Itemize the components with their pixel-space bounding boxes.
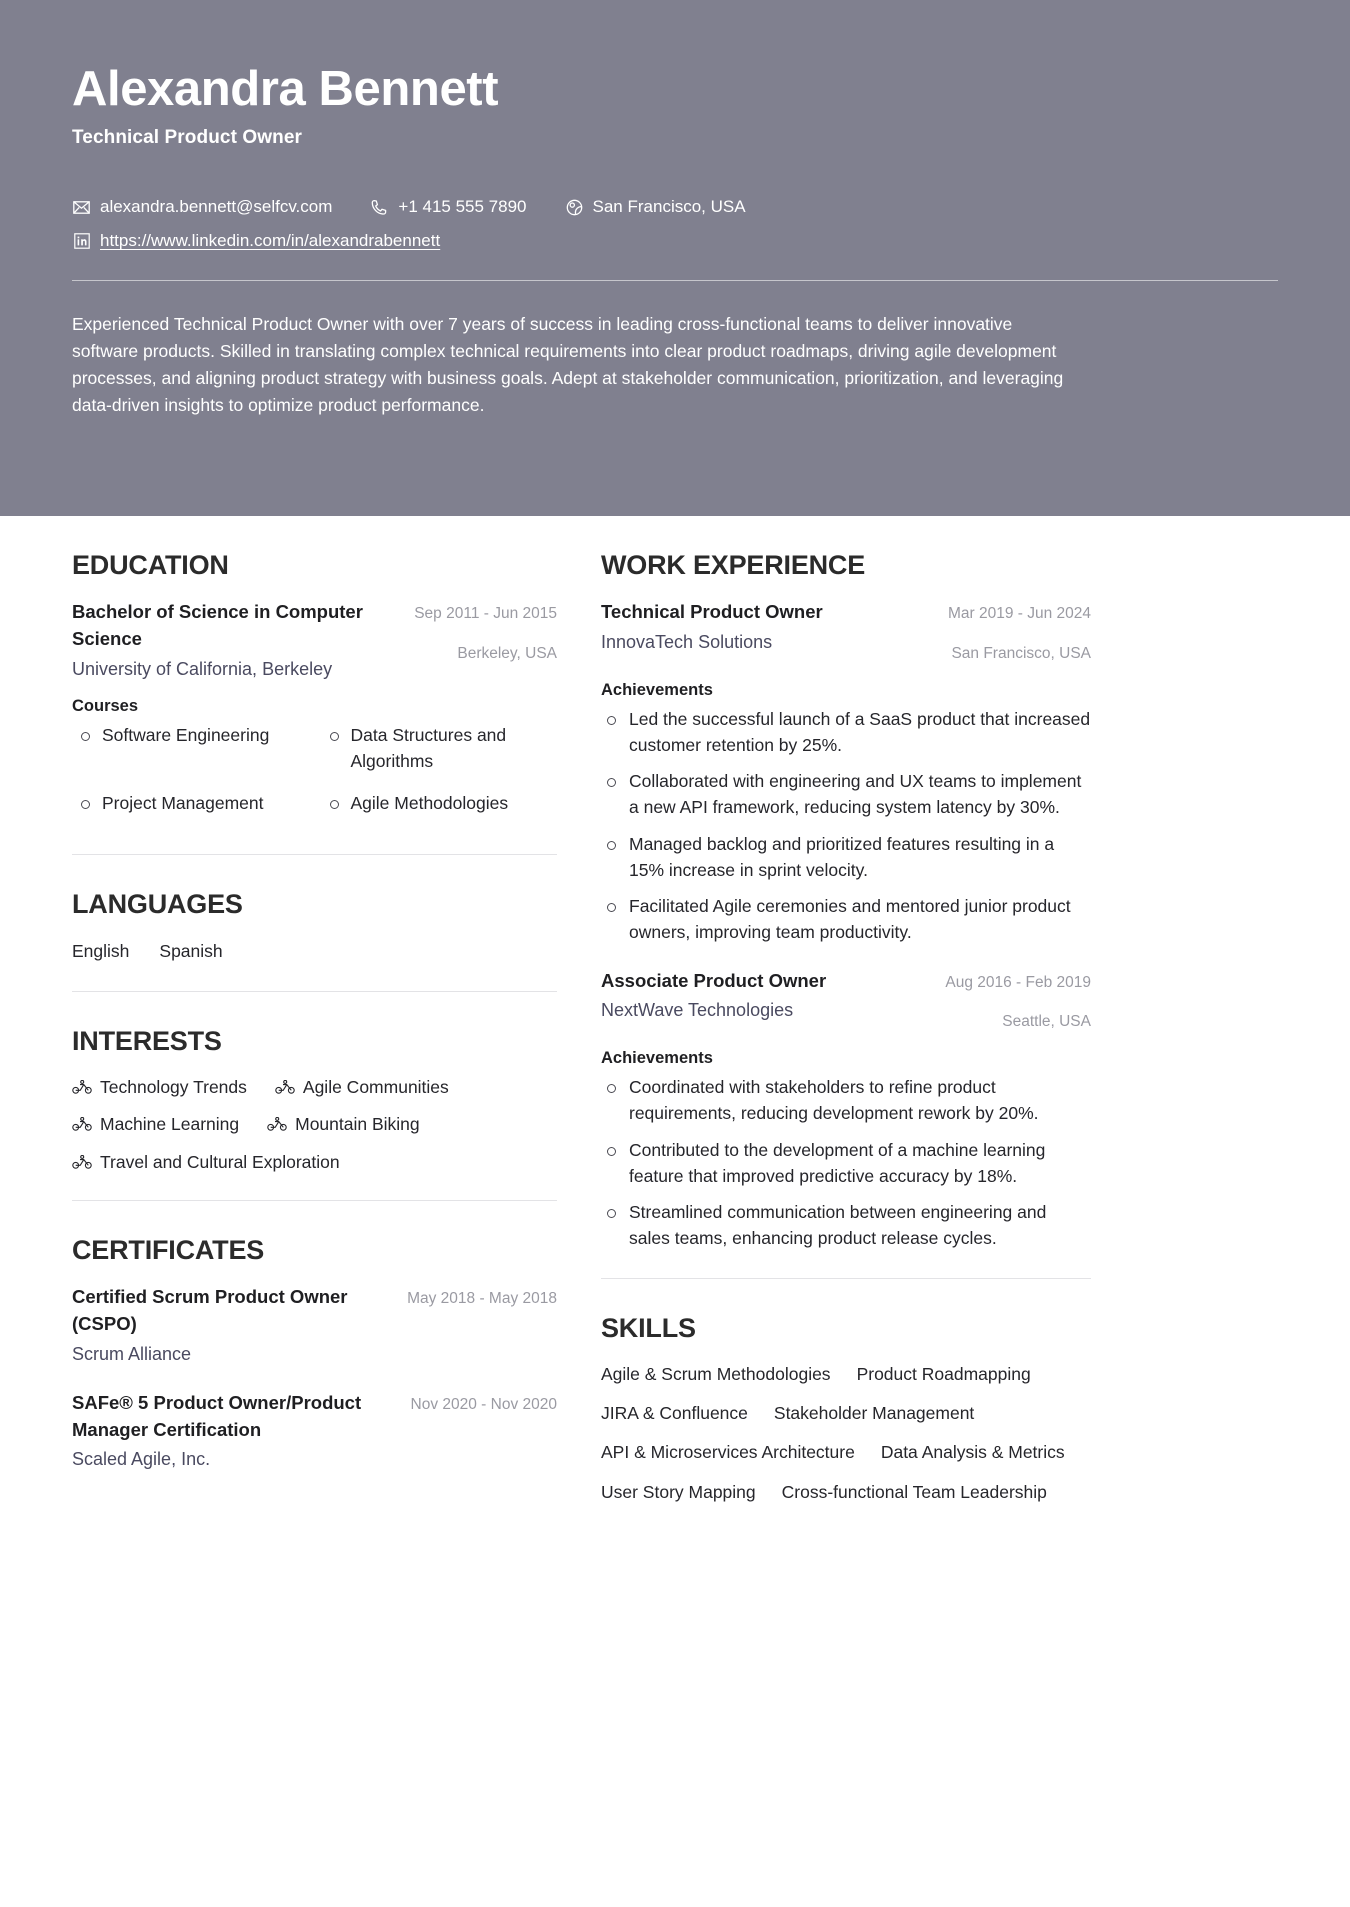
skill-item: Agile & Scrum Methodologies	[601, 1363, 831, 1384]
courses-list	[72, 722, 557, 829]
certificate-date: May 2018 - May 2018	[407, 1290, 557, 1308]
achievement-item: Managed backlog and prioritized features resulting in a 15% increase in sprint velocity.	[601, 831, 1091, 884]
education-entry	[72, 599, 557, 828]
course-item: Software Engineering	[72, 722, 309, 775]
certificate-issuer: Scaled Agile, Inc.	[72, 1449, 211, 1470]
achievement-item: Led the successful launch of a SaaS product that increased customer retention by 25%.	[601, 706, 1091, 759]
skill-item: JIRA & Confluence	[601, 1403, 748, 1424]
bicycle-icon	[72, 1154, 92, 1170]
left-column	[72, 516, 557, 1481]
section-languages	[72, 854, 557, 964]
work-location: San Francisco, USA	[951, 644, 1091, 662]
location-icon	[565, 198, 584, 217]
interest-item	[72, 1150, 340, 1175]
language-item: English	[72, 941, 130, 962]
skill-item: API & Microservices Architecture	[601, 1442, 855, 1463]
work-company: InnovaTech Solutions	[601, 631, 773, 652]
bicycle-icon	[275, 1079, 295, 1095]
work-entry	[601, 599, 1091, 946]
section-interests	[72, 991, 557, 1175]
course-item: Project Management	[72, 790, 309, 816]
achievement-item: Coordinated with stakeholders to refine product requirements, reducing development rework by 20%.	[601, 1074, 1091, 1127]
course-item: Data Structures and Algorithms	[321, 722, 558, 775]
section-work-experience	[601, 516, 1091, 1252]
contact-linkedin[interactable]	[72, 231, 440, 251]
achievements-label: Achievements	[601, 1049, 713, 1068]
work-experience-title: WORK EXPERIENCE	[601, 550, 866, 580]
interest-label: Travel and Cultural Exploration	[100, 1151, 340, 1172]
right-column	[601, 516, 1091, 1505]
section-certificates	[72, 1200, 557, 1473]
education-school: University of California, Berkeley	[72, 658, 333, 679]
certificate-name: SAFe® 5 Product Owner/Product Manager Certification	[72, 1391, 362, 1440]
courses-label: Courses	[72, 696, 139, 715]
phone-icon	[370, 198, 389, 217]
interest-item	[72, 1112, 239, 1137]
languages-list	[72, 938, 557, 964]
skill-item: Stakeholder Management	[773, 1403, 975, 1424]
contact-phone-text: +1 415 555 7890	[398, 196, 527, 216]
interest-label: Agile Communities	[302, 1076, 449, 1097]
skill-item: User Story Mapping	[601, 1481, 756, 1502]
work-role: Technical Product Owner	[601, 601, 823, 622]
language-item: Spanish	[159, 941, 223, 962]
interest-label: Machine Learning	[100, 1114, 240, 1135]
professional-summary: Experienced Technical Product Owner with over 7 years of success in leading cross-functional teams to deliver innovative software products. Skilled in translating complex technical requirements into clear product roadmaps, driving agile development processes, and aligning product strategy with business goals. Adept at stakeholder communication, prioritization, and leveraging data-driven insights to optimize product performance.	[72, 313, 1064, 416]
candidate-name: Alexandra Bennett	[72, 62, 499, 116]
course-item: Agile Methodologies	[321, 790, 558, 816]
bicycle-icon	[72, 1079, 92, 1095]
interest-item	[267, 1112, 420, 1137]
skills-list	[601, 1362, 1071, 1506]
interest-label: Mountain Biking	[295, 1114, 420, 1135]
achievements-list	[601, 706, 1091, 946]
certificate-issuer: Scrum Alliance	[72, 1343, 192, 1364]
contact-location	[565, 197, 746, 217]
achievements-label: Achievements	[601, 680, 713, 699]
achievement-item: Contributed to the development of a machine learning feature that improved predictive accuracy by 18%.	[601, 1137, 1091, 1190]
education-date: Sep 2011 - Jun 2015	[414, 605, 557, 622]
contact-phone[interactable]	[370, 197, 526, 217]
bicycle-icon	[72, 1116, 92, 1132]
achievement-item: Collaborated with engineering and UX teams to implement a new API framework, reducing system latency by 30%.	[601, 768, 1091, 821]
section-education	[72, 516, 557, 828]
work-date: Aug 2016 - Feb 2019	[945, 973, 1091, 991]
work-location: Seattle, USA	[1002, 1013, 1091, 1031]
certificate-name: Certified Scrum Product Owner (CSPO)	[72, 1286, 348, 1334]
contact-line-primary	[72, 197, 1278, 217]
skill-item: Cross-functional Team Leadership	[781, 1481, 1047, 1502]
interest-item	[72, 1075, 247, 1100]
contact-email-text: alexandra.bennett@selfcv.com	[100, 196, 333, 216]
interest-label: Technology Trends	[100, 1076, 247, 1097]
work-entry	[601, 968, 1091, 1252]
resume-body	[0, 516, 1350, 1505]
contact-line-secondary	[72, 231, 1278, 251]
linkedin-icon	[72, 232, 91, 251]
certificate-date: Nov 2020 - Nov 2020	[410, 1395, 557, 1413]
bicycle-icon	[267, 1116, 287, 1132]
contact-linkedin-link[interactable]: https://www.linkedin.com/in/alexandrabennett	[100, 231, 441, 251]
contact-location-text: San Francisco, USA	[592, 196, 746, 216]
candidate-job-title: Technical Product Owner	[72, 126, 302, 148]
achievement-item: Streamlined communication between engineering and sales teams, enhancing product release cycles.	[601, 1199, 1091, 1252]
contact-info	[72, 197, 1278, 252]
certificate-entry	[72, 1284, 557, 1368]
section-skills	[601, 1278, 1091, 1506]
skill-item: Product Roadmapping	[856, 1363, 1031, 1384]
skill-item: Data Analysis & Metrics	[880, 1442, 1065, 1463]
achievement-item: Facilitated Agile ceremonies and mentored junior product owners, improving team productivity.	[601, 893, 1091, 946]
contact-email[interactable]	[72, 197, 332, 217]
resume-header	[0, 0, 1350, 516]
work-company: NextWave Technologies	[601, 1000, 794, 1021]
work-role: Associate Product Owner	[601, 969, 827, 991]
languages-title: LANGUAGES	[72, 889, 243, 920]
education-location: Berkeley, USA	[457, 644, 557, 662]
skills-title: SKILLS	[601, 1312, 696, 1343]
certificate-entry	[72, 1390, 557, 1474]
interest-item	[275, 1075, 449, 1100]
certificates-title: CERTIFICATES	[72, 1235, 265, 1266]
achievements-list	[601, 1074, 1091, 1252]
header-divider	[72, 280, 1278, 281]
envelope-icon	[72, 198, 91, 217]
interests-list	[72, 1075, 557, 1175]
education-degree: Bachelor of Science in Computer Science	[72, 601, 363, 649]
work-date: Mar 2019 - Jun 2024	[947, 605, 1091, 622]
education-title: EDUCATION	[72, 550, 229, 580]
interests-title: INTERESTS	[72, 1025, 222, 1056]
